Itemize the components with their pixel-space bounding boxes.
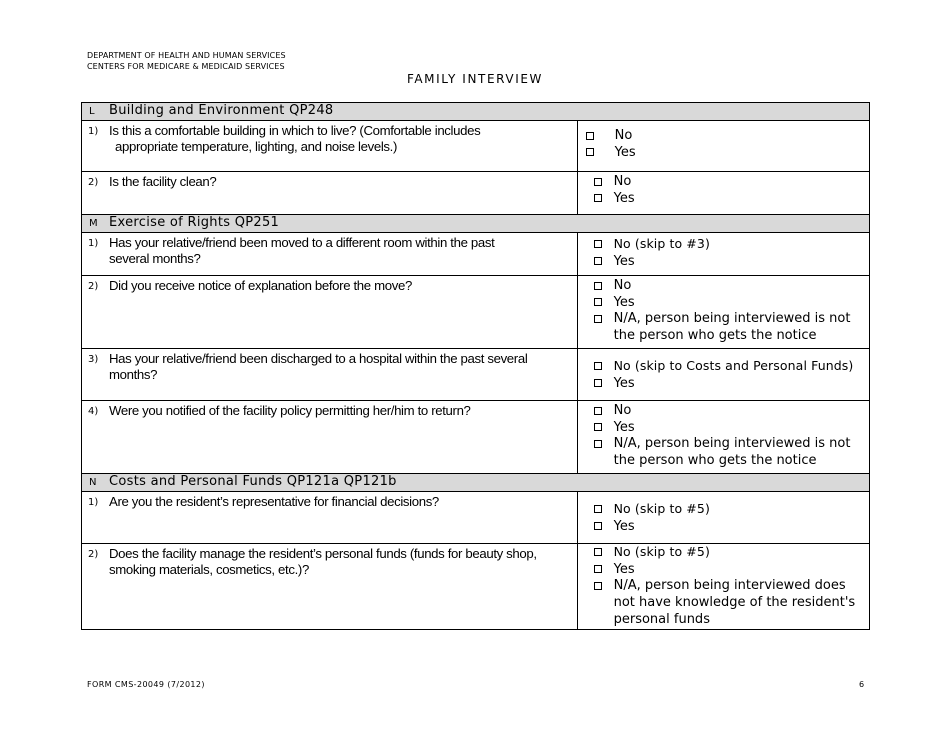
section-letter: L xyxy=(89,106,95,117)
page-title: FAMILY INTERVIEW xyxy=(406,72,544,86)
checkbox-icon[interactable] xyxy=(586,148,594,156)
answer-options xyxy=(577,276,869,349)
option-na[interactable]: N/A, person being interviewed does not have knowledge of the resident's personal funds xyxy=(578,578,861,628)
question-number: 1) xyxy=(88,497,99,508)
question-row xyxy=(82,349,870,401)
answer-options xyxy=(577,121,869,172)
answer-options xyxy=(577,544,869,630)
answer-options xyxy=(577,401,869,474)
option-no[interactable]: No xyxy=(578,403,855,420)
checkbox-icon[interactable] xyxy=(594,379,602,387)
agency-header xyxy=(87,51,286,72)
question-text: Is the facility clean? xyxy=(109,174,217,189)
option-no[interactable]: No xyxy=(578,174,869,191)
question-number: 3) xyxy=(88,354,99,365)
section-header-building-environment xyxy=(82,103,870,121)
checkbox-icon[interactable] xyxy=(594,548,602,556)
option-no[interactable]: No xyxy=(578,278,855,295)
option-no-skip[interactable]: No (skip to #5) xyxy=(578,501,869,519)
question-row xyxy=(82,233,870,276)
checkbox-icon[interactable] xyxy=(594,505,602,513)
question-text: Does the facility manage the resident’s personal funds (funds for beauty shop, smoking materials, cosmetics, etc.)? xyxy=(109,546,537,577)
answer-options xyxy=(577,349,869,401)
question-text: Has your relative/friend been moved to a different room within the past several months? xyxy=(109,235,495,266)
checkbox-icon[interactable] xyxy=(594,440,602,448)
form-id: FORM CMS-20049 (7/2012) xyxy=(87,680,205,689)
question-number: 2) xyxy=(88,281,99,292)
page-number: 6 xyxy=(859,680,865,689)
question-number: 2) xyxy=(88,549,99,560)
question-row xyxy=(82,401,870,474)
option-yes[interactable]: Yes xyxy=(578,420,855,437)
checkbox-icon[interactable] xyxy=(594,240,602,248)
checkbox-icon[interactable] xyxy=(586,132,594,140)
section-header-costs-personal-funds xyxy=(82,474,870,492)
question-row xyxy=(82,544,870,630)
checkbox-icon[interactable] xyxy=(594,565,602,573)
checkbox-icon[interactable] xyxy=(594,582,602,590)
option-yes[interactable]: Yes xyxy=(578,254,869,271)
checkbox-icon[interactable] xyxy=(594,178,602,186)
question-row xyxy=(82,492,870,544)
option-na[interactable]: N/A, person being interviewed is not the person who gets the notice xyxy=(578,311,855,344)
question-text: Did you receive notice of explanation before the move? xyxy=(109,278,412,293)
section-header-exercise-of-rights xyxy=(82,215,870,233)
agency-line-cms: CENTERS FOR MEDICARE & MEDICAID SERVICES xyxy=(87,61,285,71)
answer-options xyxy=(577,492,869,544)
option-yes[interactable]: Yes xyxy=(578,145,869,162)
option-no[interactable]: No xyxy=(578,128,869,145)
question-number: 1) xyxy=(88,238,99,249)
question-row xyxy=(82,276,870,349)
section-letter: M xyxy=(89,218,98,229)
checkbox-icon[interactable] xyxy=(594,362,602,370)
question-number: 4) xyxy=(88,406,99,417)
question-text: Has your relative/friend been discharged to a hospital within the past several months? xyxy=(109,351,528,382)
option-yes[interactable]: Yes xyxy=(578,562,861,579)
answer-options xyxy=(577,172,869,215)
checkbox-icon[interactable] xyxy=(594,257,602,265)
section-title: Costs and Personal Funds QP121a QP121b xyxy=(109,474,397,489)
section-letter: N xyxy=(89,477,97,488)
section-title: Building and Environment QP248 xyxy=(109,103,334,118)
question-number: 2) xyxy=(88,177,99,188)
option-no-skip[interactable]: No (skip to #3) xyxy=(578,236,869,254)
question-number: 1) xyxy=(88,126,99,137)
checkbox-icon[interactable] xyxy=(594,194,602,202)
question-text: Is this a comfortable building in which to live? (Comfortable includes appropriate temperature, lighting, and noise levels.) xyxy=(109,123,481,154)
option-yes[interactable]: Yes xyxy=(578,376,869,393)
agency-line-hhs: DEPARTMENT OF HEALTH AND HUMAN SERVICES xyxy=(87,51,286,60)
question-text: Are you the resident’s representative for financial decisions? xyxy=(109,494,439,509)
section-title: Exercise of Rights QP251 xyxy=(109,215,280,230)
option-yes[interactable]: Yes xyxy=(578,519,869,536)
question-text: Were you notified of the facility policy permitting her/him to return? xyxy=(109,403,471,418)
checkbox-icon[interactable] xyxy=(594,315,602,323)
option-yes[interactable]: Yes xyxy=(578,191,869,208)
checkbox-icon[interactable] xyxy=(594,298,602,306)
checkbox-icon[interactable] xyxy=(594,423,602,431)
option-no-skip[interactable]: No (skip to Costs and Personal Funds) xyxy=(578,358,869,376)
question-row xyxy=(82,172,870,215)
option-yes[interactable]: Yes xyxy=(578,295,855,312)
answer-options xyxy=(577,233,869,276)
question-row xyxy=(82,121,870,172)
checkbox-icon[interactable] xyxy=(594,522,602,530)
option-no-skip[interactable]: No (skip to #5) xyxy=(578,544,861,562)
checkbox-icon[interactable] xyxy=(594,282,602,290)
checkbox-icon[interactable] xyxy=(594,407,602,415)
interview-form-table xyxy=(81,102,870,630)
option-na[interactable]: N/A, person being interviewed is not the person who gets the notice xyxy=(578,436,855,469)
